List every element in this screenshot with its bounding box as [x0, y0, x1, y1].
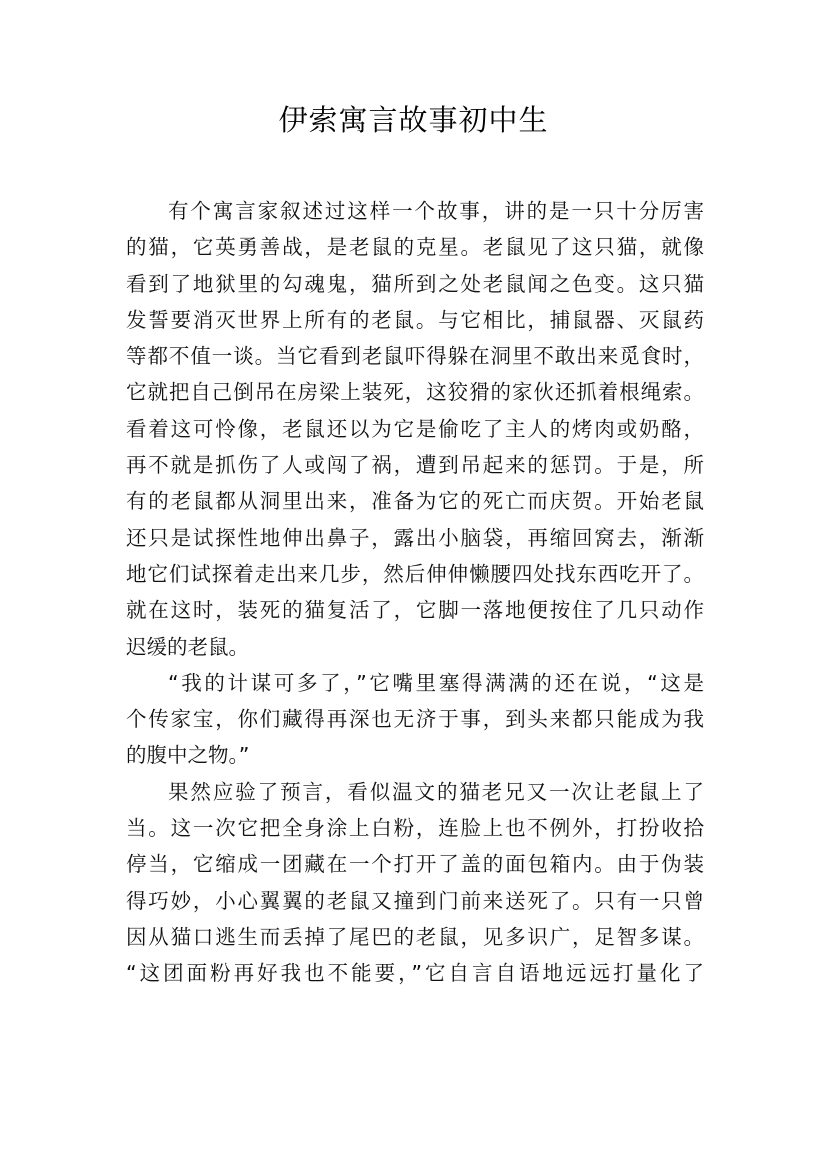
- paragraph-1: [126, 193, 704, 665]
- text-line: 地它们试探着走出来几步，然后伸伸懒腰四处找东西吃开了。: [126, 561, 704, 586]
- text-line: “我的计谋可多了，”它嘴里塞得满满的还在说，“这是: [168, 670, 704, 695]
- text-line: 得巧妙，小心翼翼的老鼠又撞到门前来送死了。只有一只曾: [126, 888, 704, 913]
- text-line: 看着这可怜像，老鼠还以为它是偷吃了主人的烤肉或奶酪，: [126, 416, 704, 441]
- text-line: 看到了地狱里的勾魂鬼，猫所到之处老鼠闻之色变。这只猫: [126, 271, 704, 296]
- text-line: 停当，它缩成一团藏在一个打开了盖的面包箱内。由于伪装: [126, 852, 704, 877]
- text-line: 因从猫口逃生而丢掉了尾巴的老鼠，见多识广，足智多谋。: [126, 924, 704, 949]
- text-line: 果然应验了预言，看似温文的猫老兄又一次让老鼠上了: [168, 779, 704, 804]
- text-line: 发誓要消灭世界上所有的老鼠。与它相比，捕鼠器、灭鼠药: [126, 307, 704, 332]
- paragraph-2: [126, 665, 704, 774]
- text-line: 有的老鼠都从洞里出来，准备为它的死亡而庆贺。开始老鼠: [126, 489, 704, 514]
- text-line: 还只是试探性地伸出鼻子，露出小脑袋，再缩回窝去，渐渐: [126, 525, 704, 550]
- text-line: 的腹中之物。”: [126, 743, 250, 768]
- text-line: 当。这一次它把全身涂上白粉，连脸上也不例外，打扮收拾: [126, 816, 704, 841]
- text-line: “这团面粉再好我也不能要，”它自言自语地远远打量化了: [126, 961, 704, 986]
- text-line: 有个寓言家叙述过这样一个故事，讲的是一只十分厉害: [168, 199, 704, 223]
- text-line: 个传家宝，你们藏得再深也无济于事，到头来都只能成为我: [126, 707, 704, 732]
- document-title: 伊索寓言故事初中生: [278, 103, 549, 137]
- text-line: 的猫，它英勇善战，是老鼠的克星。老鼠见了这只猫，就像: [126, 235, 704, 260]
- text-line: 迟缓的老鼠。: [126, 634, 249, 659]
- text-line: 它就把自己倒吊在房梁上装死，这狡猾的家伙还抓着根绳索。: [126, 380, 704, 405]
- text-line: 再不就是抓伤了人或闯了祸，遭到吊起来的惩罚。于是，所: [126, 453, 704, 478]
- text-line: 等都不值一谈。当它看到老鼠吓得躲在洞里不敢出来觅食时，: [126, 344, 704, 369]
- document-body: [126, 193, 704, 992]
- paragraph-3: [126, 774, 704, 992]
- text-line: 就在这时，装死的猫复活了，它脚一落地便按住了几只动作: [126, 598, 704, 623]
